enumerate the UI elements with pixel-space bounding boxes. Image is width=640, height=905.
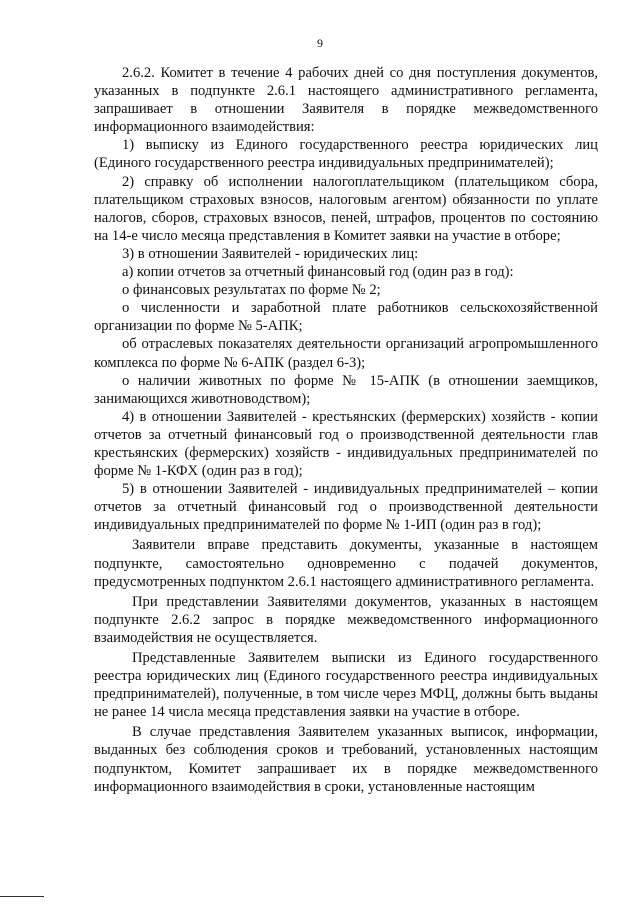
list-item-5: 5) в отношении Заявителей - индивидуальных предпринимателей – копии отчетов за отчетный финансовый год о производственной деятельности индивидуальных предпринимателей по форме № 1-ИП (один раз в год);: [94, 481, 598, 534]
list-item-1: 1) выписку из Единого государственного реестра юридических лиц (Единого государственного реестра индивидуальных предпринимателей);: [94, 137, 598, 172]
paragraph-applicants-right: Заявители вправе представить документы, указанные в настоящем подпункте, самостоятельно одновременно с подачей документов, предусмотренных подпунктом 2.6.1 настоящего административного регламента.: [94, 537, 598, 590]
paragraph-extracts-dates: Представленные Заявителем выписки из Единого государственного реестра юридических лиц (Единого государственного реестра индивидуальных предпринимателей), полученные, в том числе через МФЦ, должны быть выданы не ранее 14 числа месяца представления заявки на участие в отборе.: [94, 650, 598, 721]
document-body: [94, 64, 598, 796]
list-item-3: 3) в отношении Заявителей - юридических лиц:: [122, 245, 419, 262]
paragraph-no-request: При представлении Заявителями документов, указанных в настоящем подпункте 2.6.2 запрос в порядке межведомственного информационного взаимодействия не осуществляется.: [94, 593, 598, 646]
form-item-5-apk: о численности и заработной плате работников сельскохозяйственной организации по форме № 5-АПК;: [94, 300, 598, 335]
form-item-2: о финансовых результатах по форме № 2;: [122, 282, 381, 299]
footer-divider: [0, 896, 44, 897]
paragraph-violation-case: В случае представления Заявителем указанных выписок, информации, выданных без соблюдения сроков и требований, установленных настоящим подпунктом, Комитет запрашивает их в порядке межведомственного информационного взаимодействия в сроки, установленные настоящим: [94, 724, 598, 795]
page-number: 9: [317, 36, 323, 50]
form-item-15-apk: о наличии животных по форме № 15-АПК (в отношении заемщиков, занимающихся животноводством);: [94, 372, 598, 407]
list-item-4: 4) в отношении Заявителей - крестьянских (фермерских) хозяйств - копии отчетов за отчетный финансовый год о производственной деятельности глав крестьянских (фермерских) хозяйств - индивидуальных предпринимателей по форме № 1-КФХ (один раз в год);: [94, 408, 598, 480]
list-item-2: 2) справку об исполнении налогоплательщиком (плательщиком сбора, плательщиком страховых взносов, налоговым агентом) обязанности по уплате налогов, сборов, страховых взносов, пеней, штрафов, процентов по состоянию на 14-е число месяца представления в Комитет заявки на участие в отборе;: [94, 173, 598, 244]
form-item-6-apk: об отраслевых показателях деятельности организаций агропромышленного комплекса по форме № 6-АПК (раздел 6-3);: [94, 336, 598, 371]
paragraph-2-6-2: 2.6.2. Комитет в течение 4 рабочих дней со дня поступления документов, указанных в подпункте 2.6.1 настоящего административного регламента, запрашивает в отношении Заявителя в порядке межведомственного информационного взаимодействия:: [94, 65, 598, 136]
sub-item-a: а) копии отчетов за отчетный финансовый год (один раз в год):: [122, 264, 514, 281]
